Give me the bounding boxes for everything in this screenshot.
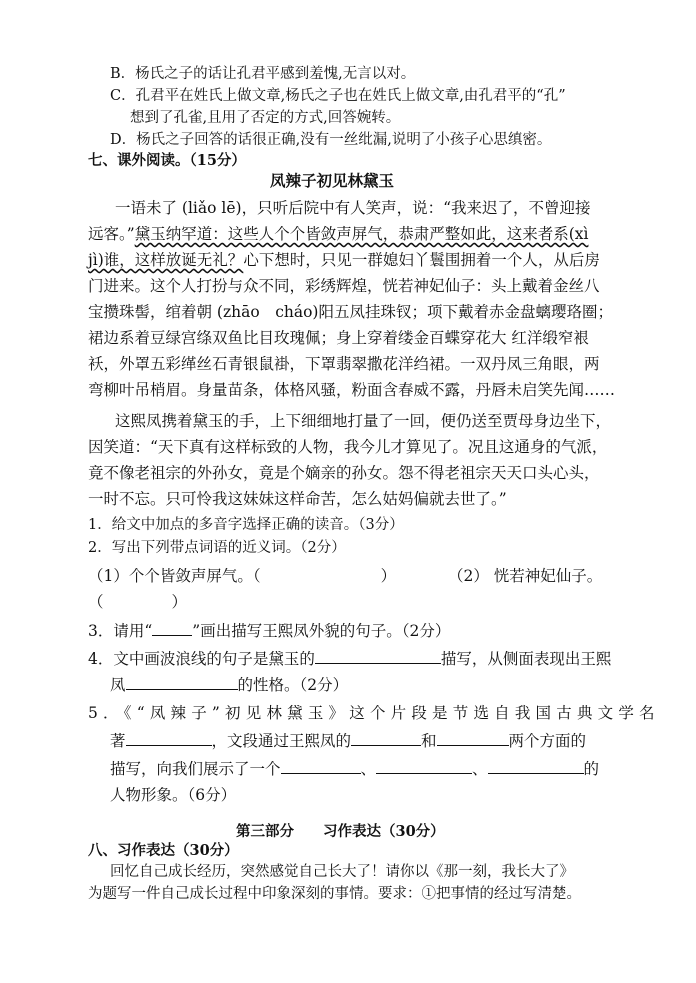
passage-text: 心下想时，只见一群媳妇丫鬟围拥着一个人，从后房 bbox=[243, 251, 600, 269]
question-4-line1 bbox=[88, 648, 611, 670]
question-5-line2 bbox=[110, 730, 586, 752]
answer-space[interactable] bbox=[104, 592, 172, 607]
question-2-item-1 bbox=[88, 565, 396, 587]
q5-text: 、 bbox=[472, 760, 488, 778]
question-4-line2 bbox=[110, 674, 348, 696]
q5-text: 两个方面的 bbox=[508, 732, 587, 750]
option-b: B．杨氏之子的话让孔君平感到羞愧,无言以对。 bbox=[110, 66, 416, 82]
q3-text-b: ”画出描写王熙凤外貌的句子。（2分） bbox=[192, 622, 451, 640]
passage-p2-line4: 一时不忘。只可怜我这妹妹这样命苦，怎么姑妈偏就去世了。” bbox=[88, 490, 507, 508]
writing-prompt-line1: 回忆自己成长经历，突然感觉自己长大了！请你以《那一刻，我长大了》 bbox=[110, 864, 574, 880]
passage-text: 远客。” bbox=[88, 225, 135, 243]
q5-text: 和 bbox=[421, 732, 437, 750]
q5-text: 著 bbox=[110, 732, 126, 750]
passage-p1-line3 bbox=[88, 249, 600, 271]
question-2: 2．写出下列带点词语的近义词。（2分） bbox=[88, 540, 346, 556]
passage-p2-line2: 因笑道：“天下真有这样标致的人物，我今儿才算见了。况且这通身的气派， bbox=[88, 438, 608, 456]
question-1: 1．给文中加点的多音字选择正确的读音。（3分） bbox=[88, 517, 404, 533]
passage-p1-line7: 袄，外罩五彩缂丝石青银鼠褂，下罩翡翠撒花洋绉裙。一双丹凤三角眼，两 bbox=[88, 355, 600, 373]
answer-blank[interactable] bbox=[126, 730, 212, 746]
passage-p1-line8: 弯柳叶吊梢眉。身量苗条，体格风骚，粉面含春威不露，丹唇未启笑先闻…… bbox=[88, 381, 616, 399]
question-5-line4: 人物形象。（6分） bbox=[110, 786, 237, 804]
q5-text: 的 bbox=[583, 760, 600, 778]
q2-item1-text: （1）个个皆敛声屏气。（ bbox=[88, 567, 261, 585]
part-3-title: 第三部分 习作表达（30分） bbox=[236, 823, 445, 840]
passage-p1-line5: 宝攒珠髻，绾着朝 (zhāo cháo)阳五凤挂珠钗；项下戴着赤金盘螭璎珞圈； bbox=[88, 303, 613, 321]
q2-item2-open: （ bbox=[88, 593, 104, 611]
q2-item2-close: ） bbox=[171, 593, 188, 611]
q5-text: 描写，向我们展示了一个 bbox=[110, 760, 281, 778]
answer-blank[interactable] bbox=[488, 758, 584, 774]
underline-sample bbox=[152, 620, 192, 636]
passage-p1-line4: 门进来。这个人打扮与众不同，彩绣辉煌，恍若神妃仙子：头上戴着金丝八 bbox=[88, 277, 600, 295]
q4-text-a: 4．文中画波浪线的句子是黛玉的 bbox=[88, 650, 315, 668]
passage-p2-line1: 这熙凤携着黛玉的手，上下细细地打量了一回，便仍送至贾母身边坐下， bbox=[115, 412, 612, 430]
writing-prompt-line2: 为题写一件自己成长过程中印象深刻的事情。要求：①把事情的经过写清楚。 bbox=[88, 886, 581, 902]
question-2-item-2-answer bbox=[88, 591, 187, 613]
q5-text: ，文段通过王熙凤的 bbox=[211, 732, 352, 750]
section-7-heading: 七、课外阅读。（15分） bbox=[88, 152, 246, 169]
answer-blank[interactable] bbox=[376, 758, 472, 774]
answer-space[interactable] bbox=[261, 566, 381, 581]
passage-p1-line1: 一语未了 (liǎo lē)，只听后院中有人笑声，说：“我来迟了，不曾迎接 bbox=[115, 199, 591, 217]
question-3 bbox=[88, 620, 450, 642]
option-c-line2: 想到了孔雀,且用了否定的方式,回答婉转。 bbox=[130, 110, 401, 126]
passage-p2-line3: 竟不像老祖宗的外孙女，竟是个嫡亲的孙女。怨不得老祖宗天天口头心头， bbox=[88, 464, 600, 482]
question-5-line3 bbox=[110, 758, 599, 780]
option-d: D．杨氏之子回答的话很正确,没有一丝纰漏,说明了小孩子心思缜密。 bbox=[110, 132, 552, 148]
passage-title: 凤辣子初见林黛玉 bbox=[270, 171, 395, 190]
q2-item1-close: ） bbox=[380, 567, 397, 585]
q3-text-a: 3．请用“ bbox=[88, 622, 153, 640]
answer-blank[interactable] bbox=[437, 730, 509, 746]
wavy-sentence-part2: jì)谁，这样放诞无礼？ bbox=[88, 251, 244, 269]
q4-text-d: 的性格。（2分） bbox=[237, 676, 349, 694]
question-2-item-2: （2） 恍若神妃仙子。 bbox=[448, 567, 603, 585]
answer-blank[interactable] bbox=[281, 758, 361, 774]
q5-text: 、 bbox=[360, 760, 377, 778]
wavy-sentence-part1: 黛玉纳罕道：这些人个个皆敛声屏气，恭肃严整如此，这来者系(xì bbox=[134, 225, 589, 243]
passage-p1-line2 bbox=[88, 223, 588, 245]
q4-text-c: 凤 bbox=[110, 676, 126, 694]
answer-blank[interactable] bbox=[351, 730, 421, 746]
passage-p1-line6: 裙边系着豆绿宫绦双鱼比目玫瑰佩；身上穿着缕金百蝶穿花大 红洋缎窄裉 bbox=[88, 329, 589, 347]
question-5-line1: 5．《“凤辣子”初见林黛玉》这个片段是节选自我国古典文学名 bbox=[88, 704, 660, 722]
answer-blank[interactable] bbox=[126, 674, 238, 690]
q4-text-b: 描写，从侧面表现出王熙 bbox=[440, 650, 612, 668]
section-8-heading: 八、习作表达（30分） bbox=[88, 842, 239, 859]
answer-blank[interactable] bbox=[315, 648, 441, 664]
option-c-line1: C．孔君平在姓氏上做文章,杨氏之子也在姓氏上做文章,由孔君平的“孔” bbox=[110, 88, 566, 104]
